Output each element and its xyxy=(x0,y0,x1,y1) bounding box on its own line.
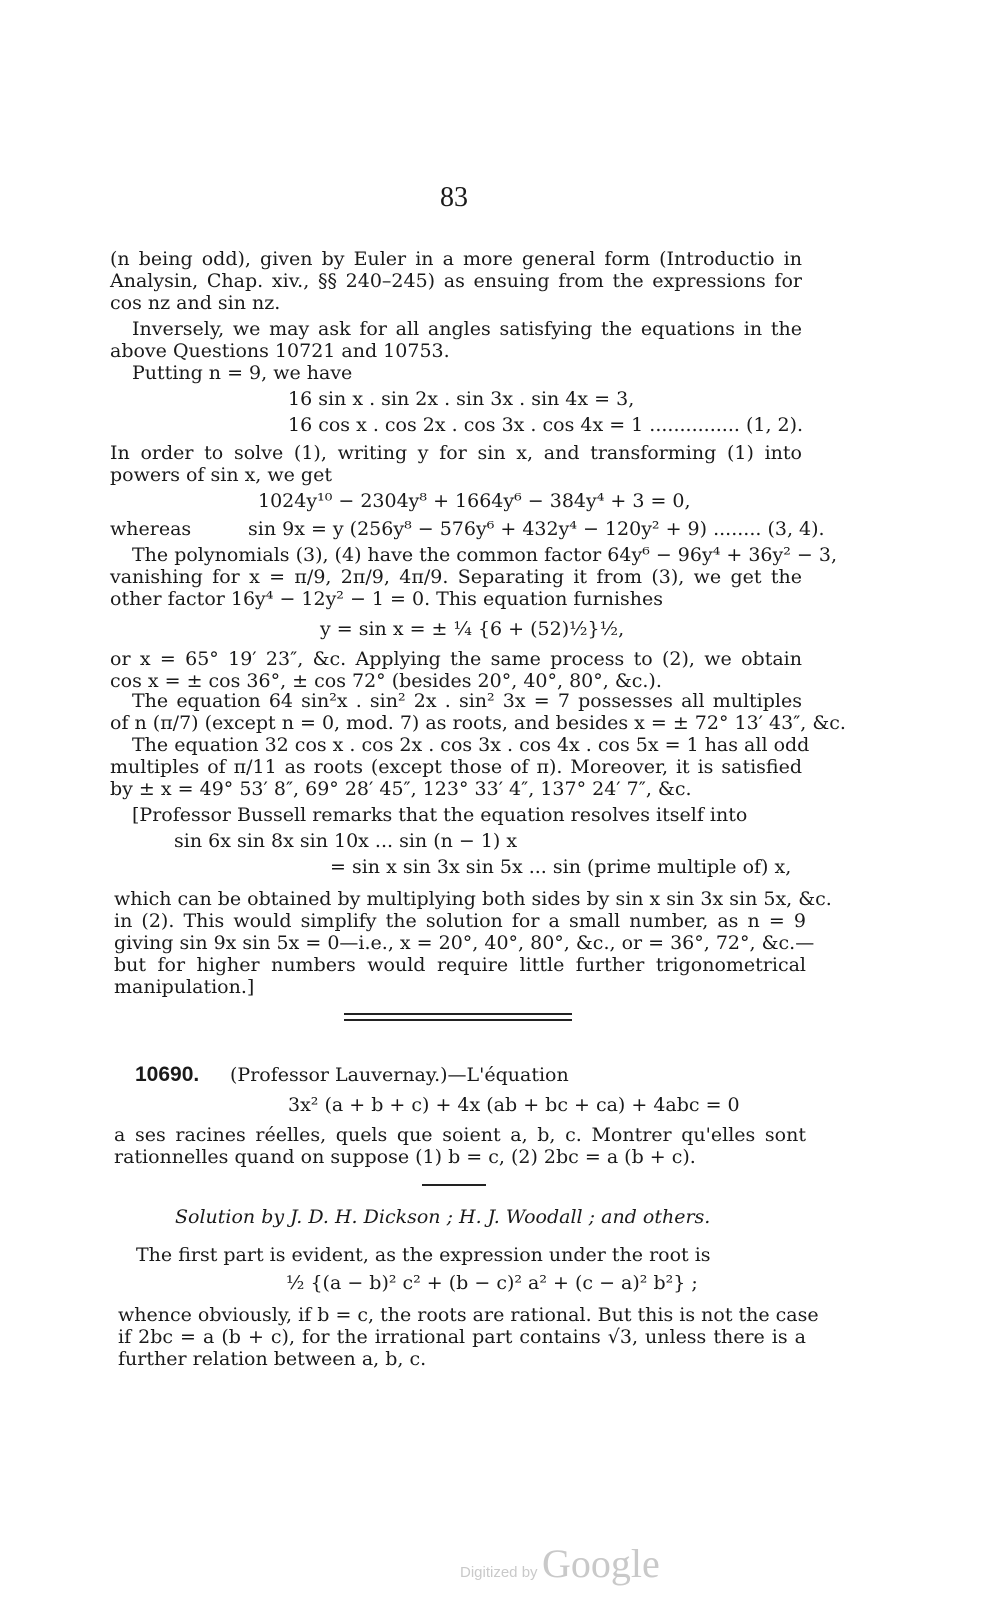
text-line: The equation 32 cos x . cos 2x . cos 3x . cos 4x . cos 5x = 1 has all odd xyxy=(132,734,810,756)
section-divider xyxy=(344,1013,572,1015)
page-number: 83 xyxy=(440,182,468,213)
text-line: other factor 16y⁴ − 12y² − 1 = 0. This equation furnishes xyxy=(110,588,664,610)
text-line: vanishing for x = π/9, 2π/9, 4π/9. Separating it from (3), we get the xyxy=(110,566,802,588)
text-line: in (2). This would simplify the solution for a small number, as n = 9 xyxy=(114,910,806,932)
text-line: whereas xyxy=(110,518,192,540)
watermark-prefix: Digitized by xyxy=(460,1564,538,1581)
equation: 16 sin x . sin 2x . sin 3x . sin 4x = 3, xyxy=(288,388,635,410)
text-line: giving sin 9x sin 5x = 0—i.e., x = 20°, 40°, 80°, &c., or = 36°, 72°, &c.— xyxy=(114,932,815,954)
equation: sin 6x sin 8x sin 10x ... sin (n − 1) x xyxy=(174,830,518,852)
watermark-brand: Google xyxy=(542,1541,660,1586)
equation: 3x² (a + b + c) + 4x (ab + bc + ca) + 4abc = 0 xyxy=(288,1094,740,1116)
equation: ½ {(a − b)² c² + (b − c)² a² + (c − a)² b²} ; xyxy=(286,1272,698,1294)
question-author: (Professor Lauvernay.)—L'équation xyxy=(230,1064,569,1086)
equation: y = sin x = ± ¼ {6 + (52)½}½, xyxy=(320,618,625,640)
text-line: The first part is evident, as the expression under the root is xyxy=(136,1244,711,1266)
watermark xyxy=(460,1540,660,1587)
text-line: whence obviously, if b = c, the roots are rational. But this is not the case xyxy=(118,1304,819,1326)
section-divider xyxy=(344,1019,572,1021)
text-line: multiples of π/11 as roots (except those of π). Moreover, it is satisfied xyxy=(110,756,802,778)
text-line: cos nz and sin nz. xyxy=(110,292,281,314)
text-line: The equation 64 sin²x . sin² 2x . sin² 3x = 7 possesses all multiples xyxy=(132,690,802,712)
text-line: by ± x = 49° 53′ 8″, 69° 28′ 45″, 123° 33′ 4″, 137° 24′ 7″, &c. xyxy=(110,778,692,800)
text-line: a ses racines réelles, quels que soient a, b, c. Montrer qu'elles sont xyxy=(114,1124,806,1146)
question-number: 10690. xyxy=(135,1063,200,1086)
short-divider xyxy=(422,1184,486,1186)
text-line: or x = 65° 19′ 23″, &c. Applying the same process to (2), we obtain xyxy=(110,648,802,670)
text-line: of n (π/7) (except n = 0, mod. 7) as roots, and besides x = ± 72° 13′ 43″, &c. xyxy=(110,712,846,734)
equation: 1024y¹⁰ − 2304y⁸ + 1664y⁶ − 384y⁴ + 3 = 0, xyxy=(258,490,691,512)
text-line: above Questions 10721 and 10753. xyxy=(110,340,450,362)
text-line: [Professor Bussell remarks that the equation resolves itself into xyxy=(132,804,748,826)
text-line: Putting n = 9, we have xyxy=(132,362,353,384)
text-line: rationnelles quand on suppose (1) b = c, (2) 2bc = a (b + c). xyxy=(114,1146,696,1168)
equation: 16 cos x . cos 2x . cos 3x . cos 4x = 1 ............... (1, 2). xyxy=(288,414,804,436)
equation: sin 9x = y (256y⁸ − 576y⁶ + 432y⁴ − 120y² + 9) ........ (3, 4). xyxy=(248,518,825,540)
text-line: but for higher numbers would require little further trigonometrical xyxy=(114,954,806,976)
solution-credit: Solution by J. D. H. Dickson ; H. J. Woodall ; and others. xyxy=(175,1206,711,1228)
text-line: Analysin, Chap. xiv., §§ 240–245) as ensuing from the expressions for xyxy=(110,270,802,292)
text-line: powers of sin x, we get xyxy=(110,464,332,486)
text-line: manipulation.] xyxy=(114,976,255,998)
text-line: if 2bc = a (b + c), for the irrational part contains √3, unless there is a xyxy=(118,1326,806,1348)
text-line: cos x = ± cos 36°, ± cos 72° (besides 20°, 40°, 80°, &c.). xyxy=(110,670,662,692)
text-line: The polynomials (3), (4) have the common factor 64y⁶ − 96y⁴ + 36y² − 3, xyxy=(132,544,837,566)
text-line: In order to solve (1), writing y for sin x, and transforming (1) into xyxy=(110,442,802,464)
text-line: further relation between a, b, c. xyxy=(118,1348,427,1370)
text-line: Inversely, we may ask for all angles satisfying the equations in the xyxy=(132,318,802,340)
text-line: (n being odd), given by Euler in a more general form (Introductio in xyxy=(110,248,802,270)
text-line: which can be obtained by multiplying both sides by sin x sin 3x sin 5x, &c. xyxy=(114,888,832,910)
equation: = sin x sin 3x sin 5x ... sin (prime multiple of) x, xyxy=(330,856,792,878)
